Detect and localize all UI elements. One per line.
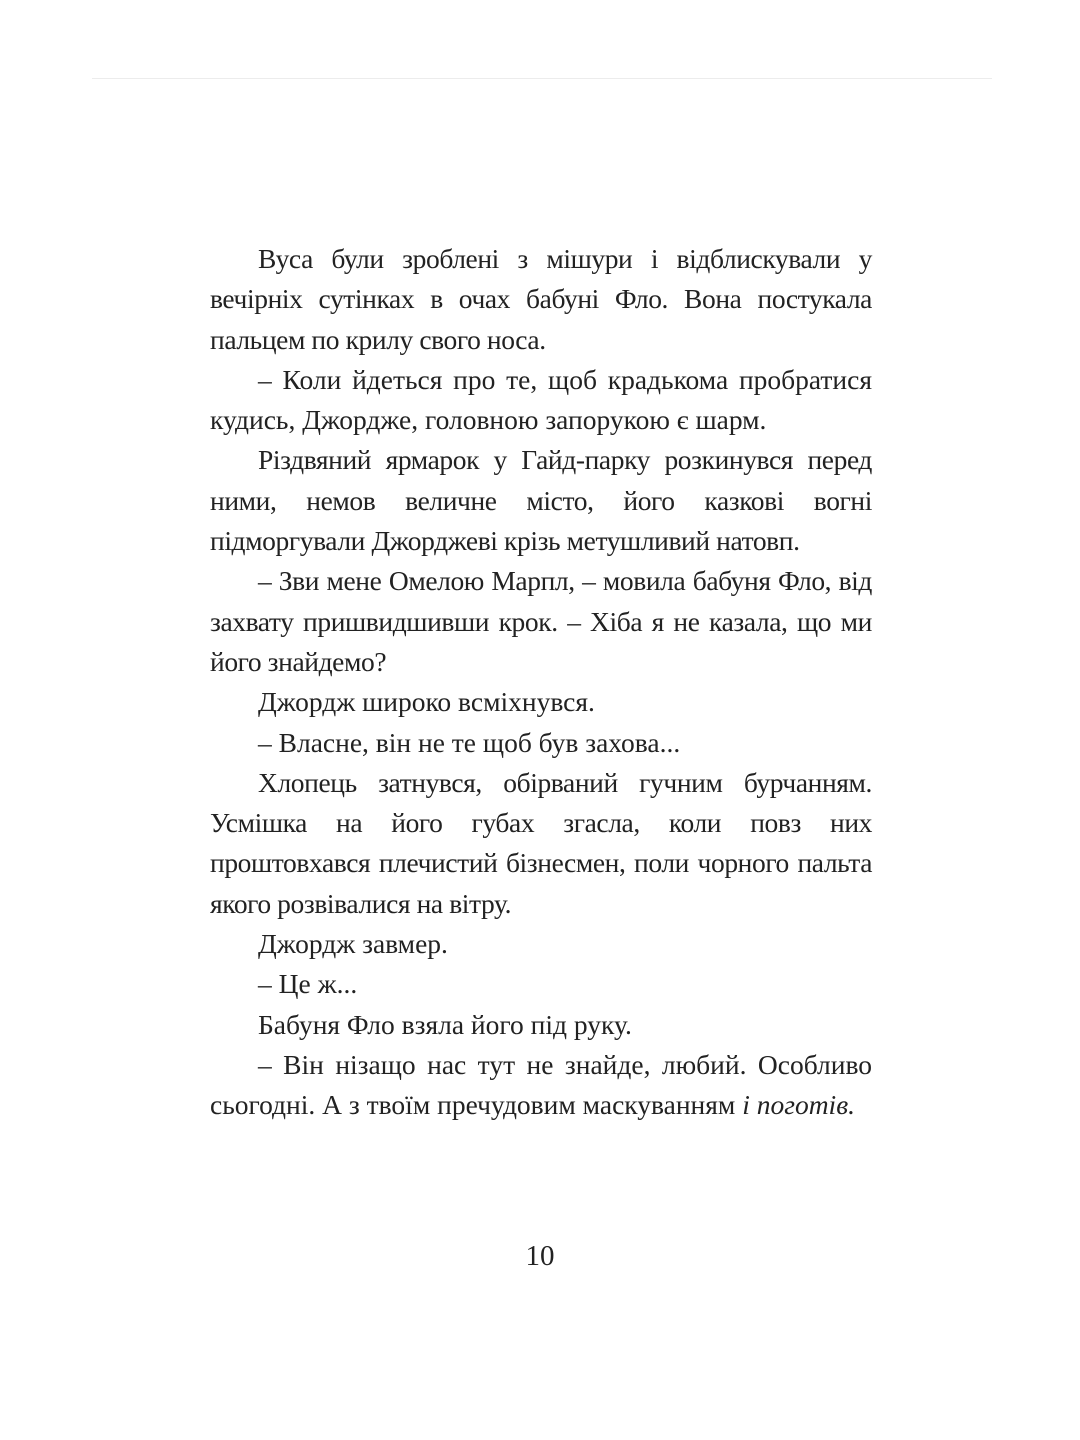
paragraph: Джордж завмер. (258, 928, 448, 960)
paragraph: Джордж широко всміхнувся. (258, 686, 595, 718)
paragraph: Хлопець затнувся, обірваний гучним бурчанням. Усмішка на його губах згасла, коли повз них проштовхався плечистий бізнесмен, поли чорного пальта якого розвівалися на вітру. (210, 766, 872, 919)
paragraph-last (210, 1045, 872, 1126)
paragraph: Різдвяний ярмарок у Гайд-парку розкинувся перед ними, немов величне місто, його казкові вогні підморгували Джорджеві крізь метушливий натовп. (210, 444, 872, 557)
paragraph: – Коли йдеться про те, щоб крадькома пробратися кудись, Джордже, головною запорукою є шарм. (210, 363, 872, 436)
paragraph: – Зви мене Омелою Марпл, – мовила бабуня Фло, від захвату пришвидшивши крок. – Хіба я не казала, що ми його знайдемо? (210, 565, 872, 677)
paragraph: – Це ж... (258, 968, 358, 1000)
page-number: 10 (525, 1240, 555, 1272)
paragraph-last-emphasis: і поготів. (742, 1089, 856, 1121)
paragraph: Бабуня Фло взяла його під руку. (258, 1008, 632, 1040)
top-rule (92, 78, 992, 79)
paragraph-last-text: – Він нізащо нас тут не знайде, любий. Особливо сьогодні. А з твоїм пречудовим маскуванням (210, 1048, 872, 1121)
page-body (210, 239, 872, 1126)
paragraph: – Власне, він не те щоб був захова... (258, 726, 681, 758)
paragraph: Вуса були зроблені з мішури і відблискували у вечірніх сутінках в очах бабуні Фло. Вона постукала пальцем по крилу свого носа. (210, 243, 872, 355)
